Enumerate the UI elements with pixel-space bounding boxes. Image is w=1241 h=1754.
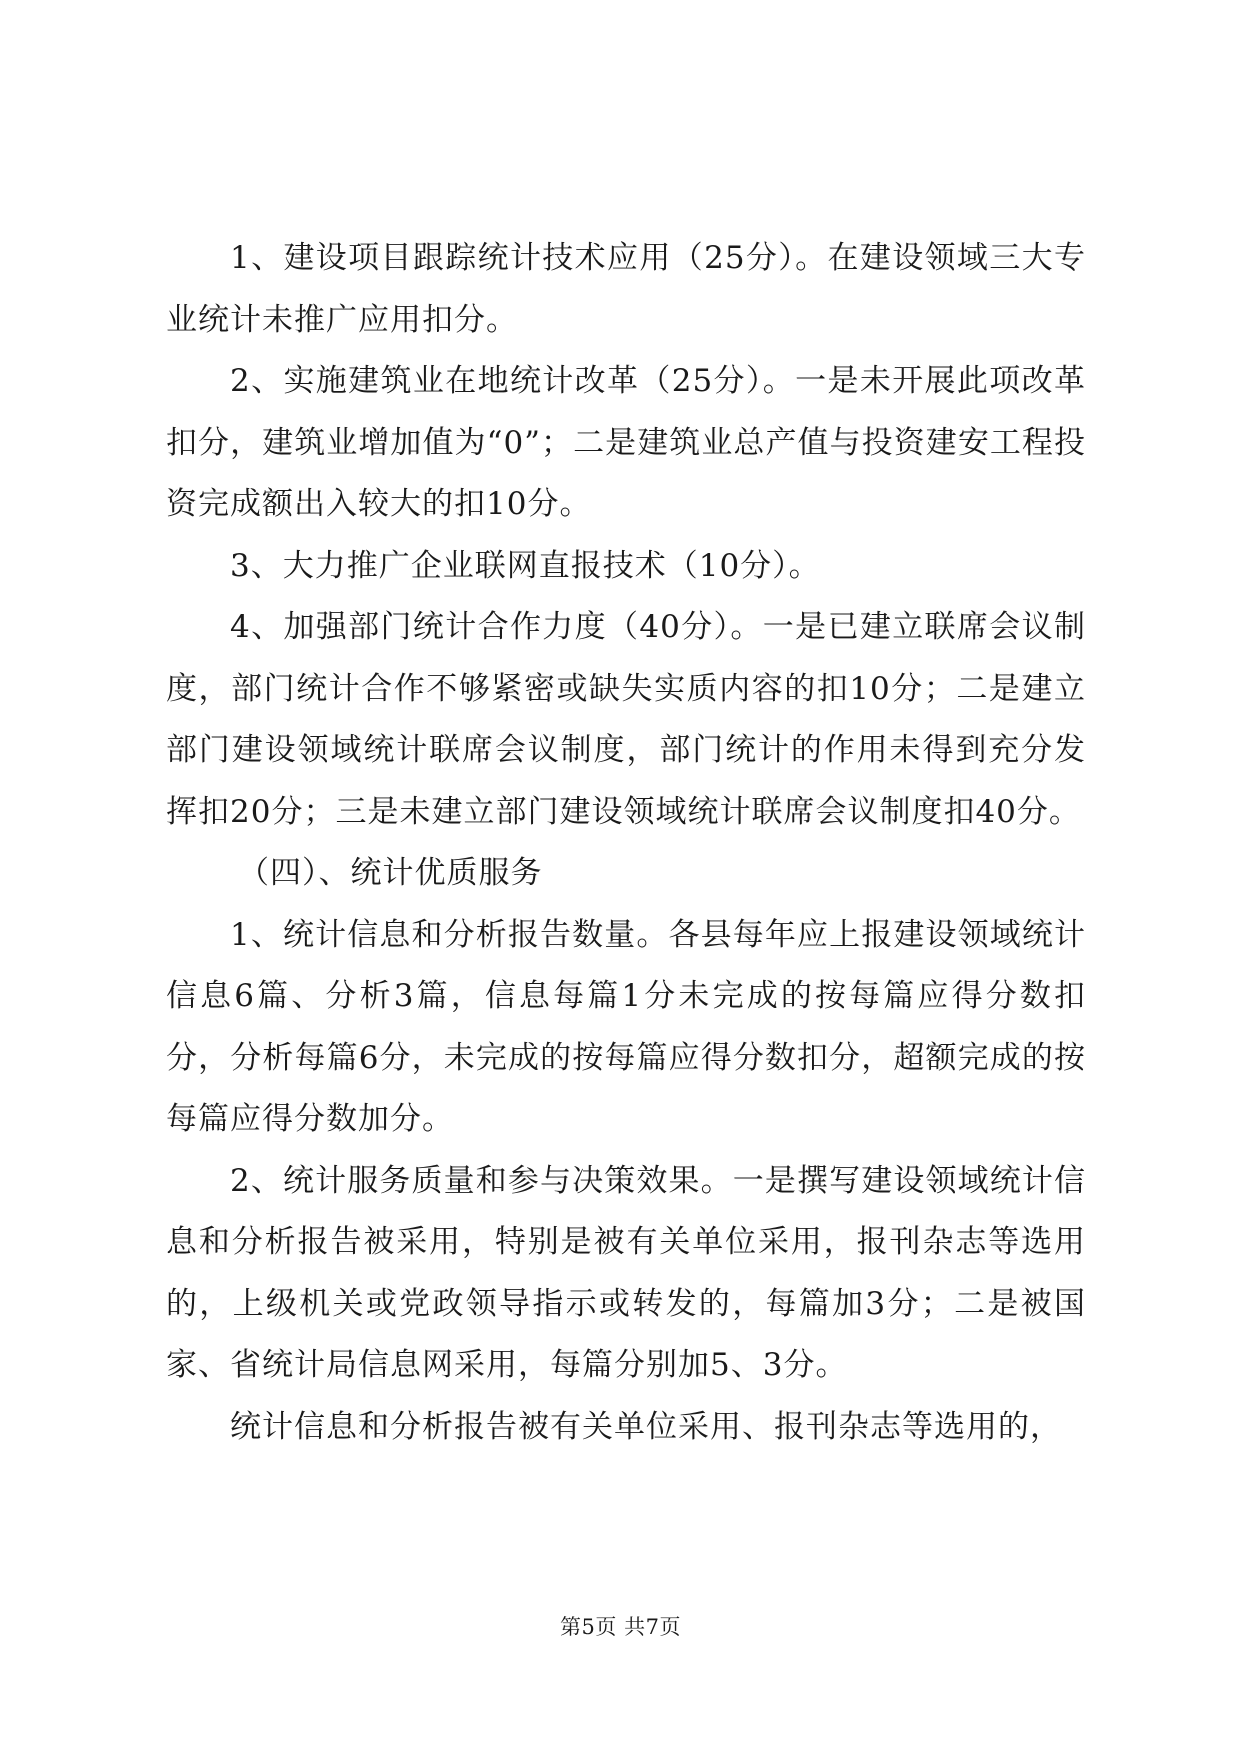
paragraph-item-1: 1、建设项目跟踪统计技术应用（25分）。在建设领域三大专业统计未推广应用扣分。 bbox=[166, 240, 1086, 338]
paragraph-continuation: 统计信息和分析报告被有关单位采用、报刊杂志等选用的， bbox=[230, 1408, 1062, 1445]
section-heading: （四）、统计优质服务 bbox=[238, 855, 543, 891]
page-number-footer: 第5页 共7页 bbox=[560, 1615, 681, 1639]
paragraph-info-count: 1、统计信息和分析报告数量。各县每年应上报建设领域统计信息6篇、分析3篇，信息每篇1分未完成的按每篇应得分数扣分，分析每篇6分，未完成的按每篇应得分数扣分，超额完成的按每篇应得分数加分。 bbox=[166, 916, 1086, 1137]
paragraph-service-quality: 2、统计服务质量和参与决策效果。一是撰写建设领域统计信息和分析报告被采用，特别是被有关单位采用，报刊杂志等选用的，上级机关或党政领导指示或转发的，每篇加3分；二是被国家、省统计局信息网采用，每篇分别加5、3分。 bbox=[166, 1162, 1086, 1383]
paragraph-item-3: 3、大力推广企业联网直报技术（10分）。 bbox=[230, 547, 821, 584]
paragraph-item-2: 2、实施建筑业在地统计改革（25分）。一是未开展此项改革扣分，建筑业增加值为“0”；二是建筑业总产值与投资建安工程投资完成额出入较大的扣10分。 bbox=[166, 363, 1086, 522]
paragraph-item-4: 4、加强部门统计合作力度（40分）。一是已建立联席会议制度，部门统计合作不够紧密或缺失实质内容的扣10分；二是建立部门建设领域统计联席会议制度，部门统计的作用未得到充分发挥扣20分；三是未建立部门建设领域统计联席会议制度扣40分。 bbox=[166, 609, 1086, 830]
document-body bbox=[166, 228, 1086, 1458]
